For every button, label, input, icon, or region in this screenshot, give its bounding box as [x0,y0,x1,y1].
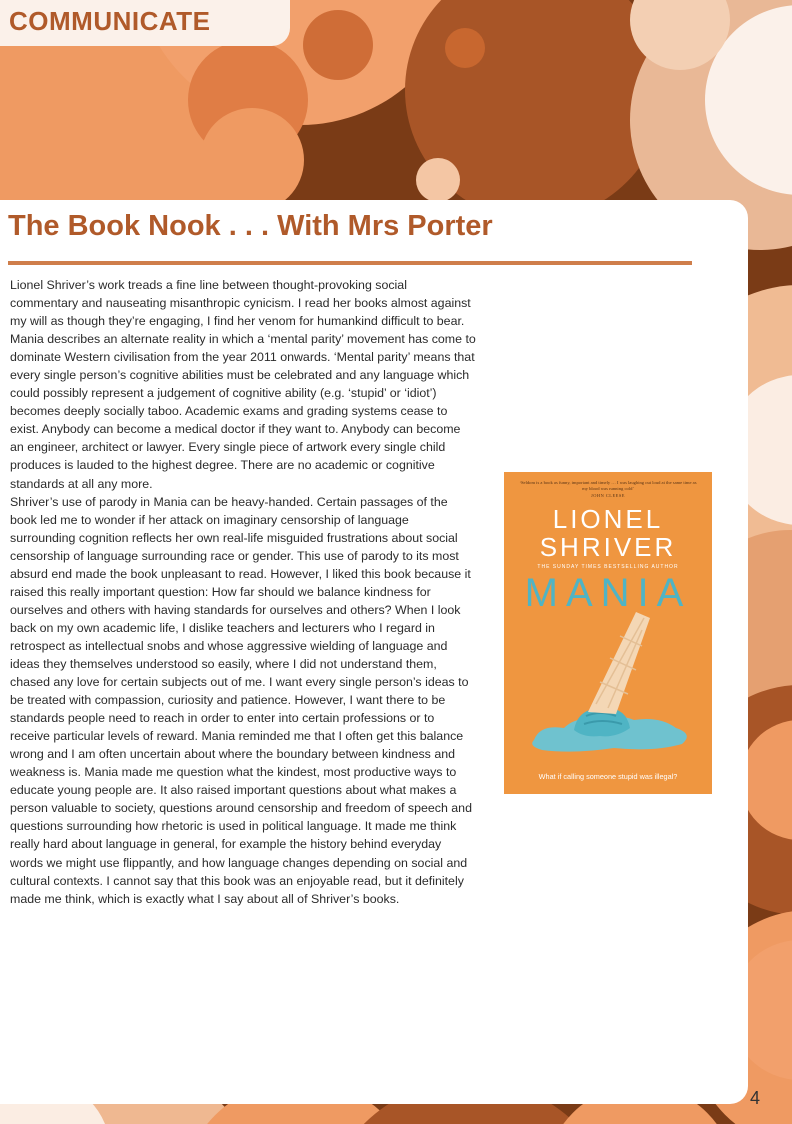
title-divider [8,261,692,265]
cover-quote-attribution: JOHN CLEESE [591,493,625,498]
cover-subtitle: What if calling someone stupid was illegal? [538,772,678,781]
article-title: The Book Nook . . . With Mrs Porter [8,210,493,242]
cover-tagline: THE SUNDAY TIMES BESTSELLING AUTHOR [537,564,679,570]
section-tab-label: COMMUNICATE [9,6,211,36]
section-tab [0,0,290,46]
cover-author-first-name: LIONEL [552,504,664,534]
cover-quote: ‘Seldom is a book as funny, important and timely … I was laughing out loud at the same time as my blood was running cold’ [519,480,697,491]
cover-author-last-name: SHRIVER [539,532,677,562]
article-paragraph: Shriver’s use of parody in Mania can be heavy-handed. Certain passages of the book led me to wonder if her attack on imaginary censorship of language surrounding cognition reflects her own real-life misguided frustrations about social censorship of language surrounding race or gender. This use of parody to its most absurd end made the book unpleasant to read. However, I liked this book because it raised this really important question: How far should we balance kindness for ourselves and others with having standards for ourselves and others? When I look back on my own academic life, I dislike teachers and lecturers who I regard in retrospect as intellectual snobs and whose aggressive wielding of language and ideas they themselves understood so easily, where I did not understand them, chased any love for certain subjects out of me. I want every single person’s ideas to be treated with compassion, curiosity and patience. However, I want there to be standards people need to reach in order to enter into certain professions or to receive particular levels of reward. Mania reminded me that I often get this balance wrong and I am often uncertain about where the boundary between kindness and weakness is. Mania made me question what the kindest, most productive ways to educate young people are. It also raised important questions about what makes a person valuable to society, questions around censorship and freedom of speech and questions surrounding how rhetoric is used in political language. It made me think really hard about language in general, for example the history behind everyday words we might use flippantly, and how language changes depending on social and cultural contexts. I cannot say that this book was an enjoyable read, but it definitely made me think, which is exactly what I say about all of Shriver’s books. [10,494,472,906]
page-number: 4 [750,1088,761,1108]
book-cover-image [504,472,712,794]
article-body [10,276,476,908]
article-paragraph: Lionel Shriver’s work treads a fine line between thought-provoking social commentary and nauseating misanthropic cynicism. I read her books almost against my will as though they’re engaging, I find her venom for humankind difficult to bear. Mania describes an alternate reality in which a ‘mental parity’ movement has come to dominate Western civilisation from the year 2011 onwards. ‘Mental parity’ means that every single person’s cognitive abilities must be celebrated and any language which could possibly represent a judgement of cognitive ability (e.g. ‘stupid’ or ‘idiot’) becomes deeply socially taboo. Academic exams and grading systems cease to exist. Anybody can become a medical doctor if they want to. Anybody can become an engineer, architect or lawyer. Every single piece of artwork every single child produces is lauded to the highest degree. There are no academic or cognitive standards at all any more. [10,278,476,491]
cover-book-title: MANIA [524,571,692,615]
ice-cream-cone-illustration [504,612,712,762]
